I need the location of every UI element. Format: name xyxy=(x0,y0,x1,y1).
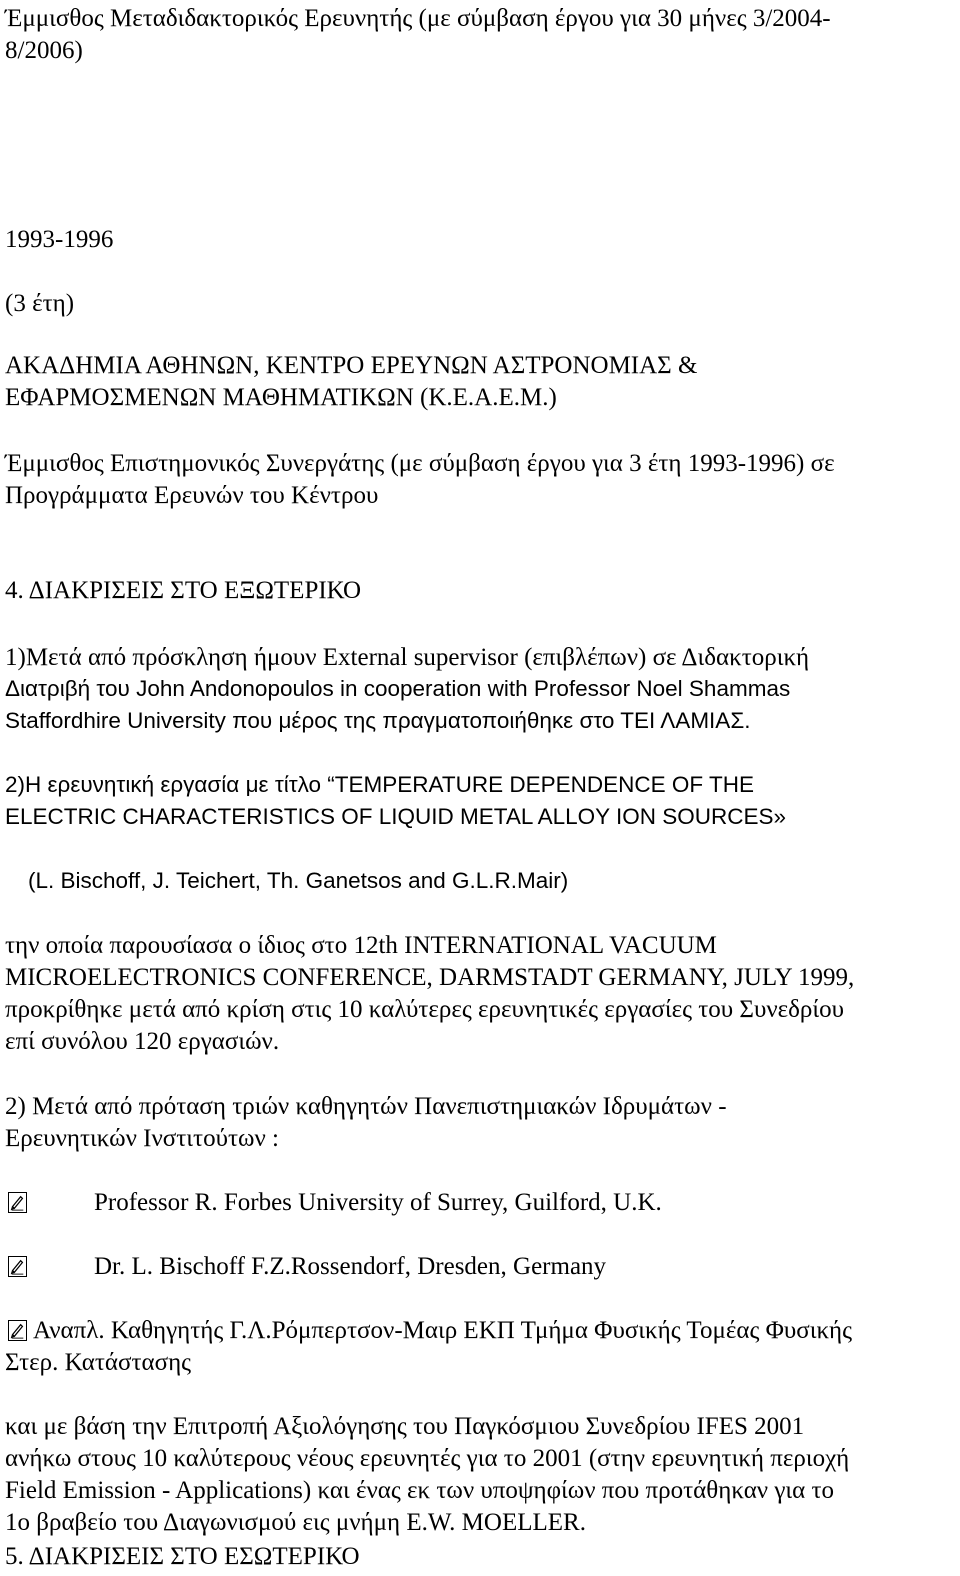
institution-line-2: ΕΦΑΡΜΟΣΜΕΝΩΝ ΜΑΘΗΜΑΤΙΚΩΝ (Κ.Ε.Α.Ε.Μ.) xyxy=(5,384,557,411)
authors: (L. Bischoff, J. Teichert, Th. Ganetsos and G.L.R.Mair) xyxy=(28,868,569,893)
pen-note-icon xyxy=(8,1192,27,1213)
professor-2: Dr. L. Bischoff F.Z.Rossendorf, Dresden, Germany xyxy=(94,1253,607,1280)
item2-line-2: ELECTRIC CHARACTERISTICS OF LIQUID METAL ALLOY ION SOURCES» xyxy=(5,804,786,829)
pen-note-icon xyxy=(8,1256,27,1277)
ifes-line-4: 1ο βραβείο του Διαγωνισμού εις μνήμη E.W. MOELLER. xyxy=(5,1509,586,1536)
item2-line-1: 2)Η ερευνητική εργασία με τίτλο “TEMPERATURE DEPENDENCE OF THE xyxy=(5,772,754,797)
presented-line-4: επί συνόλου 120 εργασιών. xyxy=(5,1028,280,1055)
item1-line-1: 1)Μετά από πρόσκληση ήμουν External supervisor (επιβλέπων) σε Διδακτορική xyxy=(5,644,810,671)
ifes-line-1: και με βάση την Επιτροπή Αξιολόγησης του Παγκόσμιου Συνεδρίου IFES 2001 xyxy=(5,1413,805,1440)
item3-line-1: 2) Μετά από πρόταση τριών καθηγητών Πανεπιστημιακών Ιδρυμάτων - xyxy=(5,1093,727,1120)
period: 1993-1996 xyxy=(5,226,114,253)
duration: (3 έτη) xyxy=(5,290,75,317)
position-line-2: 8/2006) xyxy=(5,37,83,64)
ifes-line-2: ανήκω στους 10 καλύτερους νέους ερευνητές για το 2001 (στην ερευνητική περιοχή xyxy=(5,1445,850,1472)
role-line-2: Προγράμματα Ερευνών του Κέντρου xyxy=(5,482,379,509)
professor-3-line-2: Στερ. Κατάστασης xyxy=(5,1349,192,1376)
professor-3: Αναπλ. Καθηγητής Γ.Λ.Ρόμπερτσον-Μαιρ ΕΚΠ Τμήμα Φυσικής Τομέας Φυσικής xyxy=(33,1317,853,1344)
presented-line-1: την οποία παρουσίασα ο ίδιος στο 12th INTERNATIONAL VACUUM xyxy=(5,932,717,959)
section-4-heading: 4. ΔΙΑΚΡΙΣΕΙΣ ΣΤΟ ΕΞΩΤΕΡΙΚΟ xyxy=(5,577,362,604)
item1-line-3: Staffordhire University που μέρος της πραγματοποιήθηκε στο ΤΕΙ ΛΑΜΙΑΣ. xyxy=(5,708,751,733)
item3-line-2: Ερευνητικών Ινστιτούτων : xyxy=(5,1125,279,1152)
role-line-1: Έμμισθος Επιστημονικός Συνεργάτης (με σύμβαση έργου για 3 έτη 1993-1996) σε xyxy=(5,450,835,477)
item1-line-2: Διατριβή του John Andonopoulos in cooperation with Professor Noel Shammas xyxy=(5,676,791,701)
presented-line-2: MICROELECTRONICS CONFERENCE, DARMSTADT GERMANY, JULY 1999, xyxy=(5,964,855,991)
presented-line-3: προκρίθηκε μετά από κρίση στις 10 καλύτερες ερευνητικές εργασίες του Συνεδρίου xyxy=(5,996,844,1023)
pen-note-icon xyxy=(8,1320,27,1341)
professor-1: Professor R. Forbes University of Surrey, Guilford, U.K. xyxy=(94,1189,662,1216)
position-line-1: Έμμισθος Μεταδιδακτορικός Ερευνητής (με σύμβαση έργου για 30 μήνες 3/2004- xyxy=(5,5,831,32)
institution-line-1: ΑΚΑΔΗΜΙΑ ΑΘΗΝΩΝ, ΚΕΝΤΡΟ ΕΡΕΥΝΩΝ ΑΣΤΡΟΝΟΜΙΑΣ & xyxy=(5,352,698,379)
section-5-heading: 5. ΔΙΑΚΡΙΣΕΙΣ ΣΤΟ ΕΣΩΤΕΡΙΚΟ xyxy=(5,1543,360,1570)
ifes-line-3: Field Emission - Applications) και ένας εκ των υποψηφίων που προτάθηκαν για το xyxy=(5,1477,835,1504)
